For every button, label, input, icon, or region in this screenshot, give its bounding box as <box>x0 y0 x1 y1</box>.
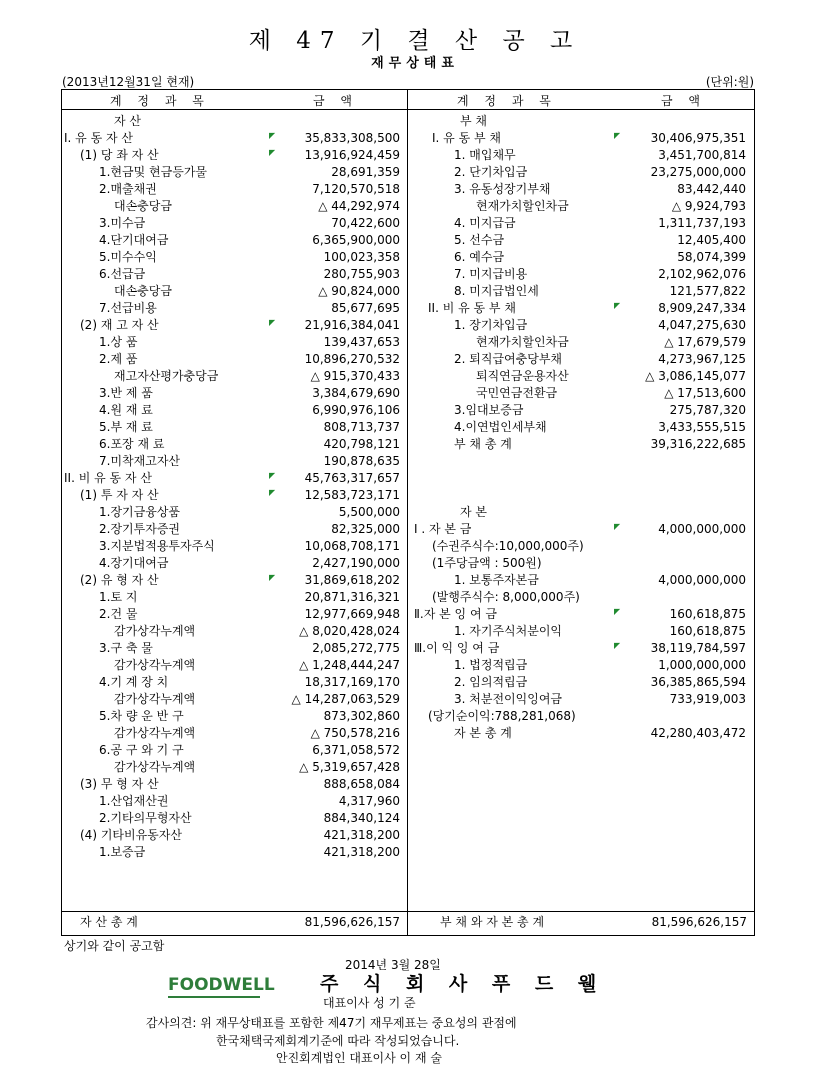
asset-row <box>62 283 406 300</box>
account-amount: △ 17,513,600 <box>664 386 746 400</box>
account-name: 감가상각누계액 <box>114 760 196 774</box>
account-amount: 31,869,618,202 <box>304 573 400 587</box>
account-amount: 6,371,058,572 <box>312 743 400 757</box>
corner-mark-icon: ◤ <box>269 488 276 497</box>
liability-equity-row <box>408 504 754 521</box>
account-name: 감가상각누계액 <box>114 726 196 740</box>
account-name: 3.임대보증금 <box>454 403 524 417</box>
account-amount: 23,275,000,000 <box>650 165 746 179</box>
total-assets-label: 자 산 총 계 <box>80 915 138 929</box>
account-name: 3.지분법적용투자주식 <box>99 539 215 553</box>
account-amount: 18,317,169,170 <box>304 675 400 689</box>
account-amount: 82,325,000 <box>331 522 400 536</box>
account-name: 국민연금전환금 <box>476 386 558 400</box>
account-name: 3. 처분전이익잉여금 <box>454 692 563 706</box>
asset-row <box>62 164 406 181</box>
account-amount: 45,763,317,657 <box>304 471 400 485</box>
account-name: 현재가치할인차금 <box>476 335 569 349</box>
account-amount: 3,384,679,690 <box>312 386 400 400</box>
account-name: 8. 미지급법인세 <box>454 284 539 298</box>
account-amount: △ 5,319,657,428 <box>299 760 400 774</box>
account-name: 7.선급비용 <box>99 301 157 315</box>
account-amount: 39,316,222,685 <box>650 437 746 451</box>
liability-equity-row <box>408 385 754 402</box>
liability-equity-row <box>408 521 754 538</box>
account-name: (1주당금액 : 500원) <box>432 556 542 570</box>
account-name: 재고자산평가충당금 <box>114 369 219 383</box>
liability-equity-row <box>408 589 754 606</box>
liability-equity-row <box>408 691 754 708</box>
asset-row <box>62 555 406 572</box>
account-amount: 12,977,669,948 <box>304 607 400 621</box>
account-name: 2.장기투자증권 <box>99 522 181 536</box>
account-name: 감가상각누계액 <box>114 692 196 706</box>
liability-equity-row <box>408 606 754 623</box>
statement-date: (2013년12월31일 현재) <box>62 75 195 89</box>
account-amount: △ 17,679,579 <box>664 335 746 349</box>
account-name: (2) 유 형 자 산 <box>80 573 159 587</box>
account-amount: 10,068,708,171 <box>304 539 400 553</box>
asset-row <box>62 266 406 283</box>
left-account-header: 계 정 과 목 <box>110 94 210 108</box>
account-name: 7. 미지급비용 <box>454 267 528 281</box>
corner-mark-icon: ◤ <box>269 131 276 140</box>
account-name: I. 유 동 부 채 <box>432 131 501 145</box>
account-amount: 28,691,359 <box>331 165 400 179</box>
asset-row <box>62 419 406 436</box>
asset-row <box>62 810 406 827</box>
audit-opinion-line2: 한국채택국제회계기준에 따라 작성되었습니다. <box>216 1034 460 1048</box>
asset-row <box>62 759 406 776</box>
account-name: 5.부 재 료 <box>99 420 153 434</box>
account-amount: 2,427,190,000 <box>312 556 400 570</box>
asset-row <box>62 606 406 623</box>
account-name: 3.미수금 <box>99 216 146 230</box>
account-name: 퇴직연금운용자산 <box>476 369 569 383</box>
account-name: (3) 무 형 자 산 <box>80 777 159 791</box>
asset-row <box>62 147 406 164</box>
account-amount: 873,302,860 <box>323 709 400 723</box>
account-name: 1.현금및 현금등가물 <box>99 165 208 179</box>
account-amount: 280,755,903 <box>323 267 400 281</box>
account-name: 4.단기대여금 <box>99 233 169 247</box>
account-amount: 808,713,737 <box>323 420 400 434</box>
asset-row <box>62 623 406 640</box>
corner-mark-icon: ◤ <box>614 607 621 616</box>
account-name: 1. 보통주자본금 <box>454 573 539 587</box>
page-title: 제 47 기 결 산 공 고 <box>248 28 582 54</box>
asset-row <box>62 725 406 742</box>
account-amount: △ 3,086,145,077 <box>645 369 746 383</box>
account-amount: 4,047,275,630 <box>658 318 746 332</box>
account-amount: 7,120,570,518 <box>312 182 400 196</box>
liability-equity-row <box>408 232 754 249</box>
asset-row <box>62 691 406 708</box>
liability-equity-row <box>408 198 754 215</box>
account-amount: 420,798,121 <box>323 437 400 451</box>
account-amount: 139,437,653 <box>323 335 400 349</box>
asset-row <box>62 470 406 487</box>
account-name: 4.원 재 료 <box>99 403 153 417</box>
account-name: 1. 매입채무 <box>454 148 516 162</box>
account-name: 1. 자기주식처분이익 <box>454 624 563 638</box>
total-liab-equity-label: 부 채 와 자 본 총 계 <box>440 915 545 929</box>
account-amount: 35,833,308,500 <box>304 131 400 145</box>
account-amount: 4,317,960 <box>338 794 400 808</box>
corner-mark-icon: ◤ <box>269 471 276 480</box>
liability-equity-row <box>408 572 754 589</box>
asset-row <box>62 793 406 810</box>
asset-row <box>62 113 406 130</box>
account-name: 6. 예수금 <box>454 250 505 264</box>
account-amount: 85,677,695 <box>331 301 400 315</box>
liability-equity-row <box>408 436 754 453</box>
liability-equity-row <box>408 181 754 198</box>
announcement-date: 2014년 3월 28일 <box>345 958 441 972</box>
liability-equity-row <box>408 708 754 725</box>
account-name: 6.선급금 <box>99 267 146 281</box>
account-amount: 421,318,200 <box>323 828 400 842</box>
liability-equity-row <box>408 623 754 640</box>
account-name: 4.이연법인세부채 <box>454 420 547 434</box>
account-name: 감가상각누계액 <box>114 658 196 672</box>
account-name: 1.장기금융상품 <box>99 505 181 519</box>
account-amount: 42,280,403,472 <box>650 726 746 740</box>
liability-equity-row <box>408 283 754 300</box>
corner-mark-icon: ◤ <box>614 301 621 310</box>
asset-row <box>62 504 406 521</box>
asset-row <box>62 198 406 215</box>
account-name: 1.상 품 <box>99 335 138 349</box>
account-name: 6.공 구 와 기 구 <box>99 743 184 757</box>
account-name: Ⅲ.이 익 잉 여 금 <box>414 641 500 655</box>
account-amount: 275,787,320 <box>669 403 746 417</box>
unit-label: (단위:원) <box>705 75 754 89</box>
account-amount: 12,405,400 <box>677 233 746 247</box>
asset-row <box>62 130 406 147</box>
corner-mark-icon: ◤ <box>614 522 621 531</box>
asset-row <box>62 776 406 793</box>
account-name: I. 유 동 자 산 <box>64 131 133 145</box>
total-liab-equity-amount: 81,596,626,157 <box>651 915 747 929</box>
asset-row <box>62 351 406 368</box>
account-amount: 4,000,000,000 <box>658 573 746 587</box>
account-amount: 160,618,875 <box>669 624 746 638</box>
corner-mark-icon: ◤ <box>269 148 276 157</box>
total-assets-amount: 81,596,626,157 <box>304 915 400 929</box>
account-amount: 1,311,737,193 <box>658 216 746 230</box>
account-name: 2.기타의무형자산 <box>99 811 192 825</box>
account-name: 2.건 물 <box>99 607 138 621</box>
account-name: 1. 법정적립금 <box>454 658 528 672</box>
liability-equity-row <box>408 249 754 266</box>
header-divider <box>61 109 755 110</box>
account-amount: 8,909,247,334 <box>658 301 746 315</box>
account-amount: △ 90,824,000 <box>318 284 400 298</box>
liability-equity-row <box>408 300 754 317</box>
account-amount: 6,365,900,000 <box>312 233 400 247</box>
account-amount: △ 44,292,974 <box>318 199 400 213</box>
account-amount: 421,318,200 <box>323 845 400 859</box>
liability-equity-row <box>408 130 754 147</box>
asset-row <box>62 521 406 538</box>
liability-equity-row <box>408 419 754 436</box>
account-name: Ⅱ.자 본 잉 여 금 <box>414 607 497 621</box>
account-name: 6.포장 재 료 <box>99 437 165 451</box>
liability-equity-row <box>408 402 754 419</box>
account-name: 1.산업재산권 <box>99 794 169 808</box>
asset-row <box>62 827 406 844</box>
account-amount: 5,500,000 <box>338 505 400 519</box>
liability-equity-row <box>408 147 754 164</box>
account-amount: 83,442,440 <box>677 182 746 196</box>
account-amount: 6,990,976,106 <box>312 403 400 417</box>
account-name: 3. 유동성장기부채 <box>454 182 551 196</box>
account-name: 자 본 <box>460 505 487 519</box>
account-amount: 888,658,084 <box>323 777 400 791</box>
account-name: 5.차 량 운 반 구 <box>99 709 184 723</box>
auditor-line: 안진회계법인 대표이사 이 재 술 <box>276 1051 442 1065</box>
statement-subtitle: 재무상태표 <box>371 56 459 71</box>
account-amount: △ 9,924,793 <box>671 199 746 213</box>
liability-equity-row <box>408 555 754 572</box>
account-name: 2. 퇴직급여충당부채 <box>454 352 563 366</box>
account-name: 7.미착재고자산 <box>99 454 181 468</box>
liability-equity-row <box>408 657 754 674</box>
account-name: 현재가치할인차금 <box>476 199 569 213</box>
account-name: (수권주식수:10,000,000주) <box>432 539 584 553</box>
account-amount: 20,871,316,321 <box>304 590 400 604</box>
asset-row <box>62 232 406 249</box>
account-name: 1.토 지 <box>99 590 138 604</box>
account-amount: △ 1,248,444,247 <box>299 658 400 672</box>
liability-equity-row <box>408 215 754 232</box>
asset-row <box>62 317 406 334</box>
account-name: 자 본 총 계 <box>454 726 512 740</box>
account-name: 4.장기대여금 <box>99 556 169 570</box>
account-name: (발행주식수: 8,000,000주) <box>432 590 580 604</box>
account-amount: 38,119,784,597 <box>650 641 746 655</box>
liability-equity-row <box>408 538 754 555</box>
liability-equity-row <box>408 640 754 657</box>
liability-equity-row <box>408 266 754 283</box>
account-amount: 2,085,272,775 <box>312 641 400 655</box>
right-amount-header: 금 액 <box>661 94 706 108</box>
asset-row <box>62 334 406 351</box>
corner-mark-icon: ◤ <box>614 131 621 140</box>
corner-mark-icon: ◤ <box>269 573 276 582</box>
asset-row <box>62 844 406 861</box>
account-amount: 2,102,962,076 <box>658 267 746 281</box>
account-amount: △ 750,578,216 <box>310 726 400 740</box>
account-name: 5. 선수금 <box>454 233 505 247</box>
notice-text: 상기와 같이 공고함 <box>64 939 165 953</box>
liability-equity-row <box>408 487 754 504</box>
liability-equity-row <box>408 725 754 742</box>
account-amount: 100,023,358 <box>323 250 400 264</box>
liability-equity-row <box>408 113 754 130</box>
asset-row <box>62 249 406 266</box>
liability-equity-row <box>408 368 754 385</box>
asset-row <box>62 657 406 674</box>
account-amount: 733,919,003 <box>669 692 746 706</box>
account-amount: 3,433,555,515 <box>658 420 746 434</box>
account-name: (2) 재 고 자 산 <box>80 318 159 332</box>
account-name: 3.구 축 물 <box>99 641 153 655</box>
totals-divider <box>61 911 755 912</box>
liability-equity-row <box>408 351 754 368</box>
account-amount: 4,000,000,000 <box>658 522 746 536</box>
account-amount: 70,422,600 <box>331 216 400 230</box>
liability-equity-row <box>408 453 754 470</box>
account-amount: 30,406,975,351 <box>650 131 746 145</box>
liability-equity-row <box>408 164 754 181</box>
liabilities-equity-list <box>408 113 754 742</box>
account-name: 1.보증금 <box>99 845 146 859</box>
account-amount: 36,385,865,594 <box>650 675 746 689</box>
asset-row <box>62 538 406 555</box>
liability-equity-row <box>408 470 754 487</box>
account-name: 자 산 <box>114 114 141 128</box>
account-name: (4) 기타비유동자산 <box>80 828 182 842</box>
account-name: (1) 당 좌 자 산 <box>80 148 159 162</box>
account-name: 부 채 총 계 <box>454 437 512 451</box>
account-name: 4. 미지급금 <box>454 216 516 230</box>
account-name: 부 채 <box>460 114 487 128</box>
company-name: 주 식 회 사 푸 드 웰 <box>320 973 606 995</box>
account-amount: 160,618,875 <box>669 607 746 621</box>
account-amount: 1,000,000,000 <box>658 658 746 672</box>
account-name: 2.제 품 <box>99 352 138 366</box>
account-amount: △ 8,020,428,024 <box>299 624 400 638</box>
foodwell-logo <box>168 975 275 995</box>
account-amount: 58,074,399 <box>677 250 746 264</box>
asset-row <box>62 640 406 657</box>
logo-text: FOODWELL <box>168 975 275 995</box>
account-name: 3.반 제 품 <box>99 386 153 400</box>
account-amount: 121,577,822 <box>669 284 746 298</box>
asset-row <box>62 181 406 198</box>
account-amount: 13,916,924,459 <box>304 148 400 162</box>
asset-row <box>62 215 406 232</box>
corner-mark-icon: ◤ <box>614 641 621 650</box>
account-name: 2.매출채권 <box>99 182 157 196</box>
left-amount-header: 금 액 <box>313 94 358 108</box>
liability-equity-row <box>408 674 754 691</box>
account-name: (1) 투 자 자 산 <box>80 488 159 502</box>
account-name: 2. 임의적립금 <box>454 675 528 689</box>
account-amount: 10,896,270,532 <box>304 352 400 366</box>
logo-underline <box>168 996 260 998</box>
account-name: II. 비 유 동 자 산 <box>64 471 152 485</box>
account-amount: 884,340,124 <box>323 811 400 825</box>
asset-row <box>62 453 406 470</box>
account-name: II. 비 유 동 부 채 <box>428 301 516 315</box>
asset-row <box>62 674 406 691</box>
ceo-line: 대표이사 성 기 준 <box>323 996 416 1010</box>
right-account-header: 계 정 과 목 <box>457 94 557 108</box>
account-amount: 3,451,700,814 <box>658 148 746 162</box>
account-amount: 4,273,967,125 <box>658 352 746 366</box>
asset-row <box>62 300 406 317</box>
corner-mark-icon: ◤ <box>269 318 276 327</box>
account-name: 1. 장기차입금 <box>454 318 528 332</box>
account-amount: △ 14,287,063,529 <box>291 692 400 706</box>
account-name: I . 자 본 금 <box>414 522 472 536</box>
liability-equity-row <box>408 317 754 334</box>
asset-row <box>62 368 406 385</box>
asset-row <box>62 742 406 759</box>
account-name: 대손충당금 <box>114 199 172 213</box>
account-name: 감가상각누계액 <box>114 624 196 638</box>
account-name: 5.미수수익 <box>99 250 157 264</box>
account-amount: △ 915,370,433 <box>310 369 400 383</box>
account-name: 2. 단기차입금 <box>454 165 528 179</box>
asset-row <box>62 708 406 725</box>
account-name: 4.기 계 장 치 <box>99 675 169 689</box>
asset-row <box>62 385 406 402</box>
account-name: (당기순이익:788,281,068) <box>428 709 576 723</box>
asset-row <box>62 572 406 589</box>
liability-equity-row <box>408 334 754 351</box>
asset-row <box>62 487 406 504</box>
asset-row <box>62 589 406 606</box>
asset-row <box>62 402 406 419</box>
account-name: 대손충당금 <box>114 284 172 298</box>
account-amount: 12,583,723,171 <box>304 488 400 502</box>
audit-opinion-line1: 감사의견: 위 재무상태표를 포함한 제47기 재무제표는 중요성의 관점에 <box>146 1016 517 1030</box>
assets-list <box>62 113 406 861</box>
account-amount: 21,916,384,041 <box>304 318 400 332</box>
asset-row <box>62 436 406 453</box>
account-amount: 190,878,635 <box>323 454 400 468</box>
